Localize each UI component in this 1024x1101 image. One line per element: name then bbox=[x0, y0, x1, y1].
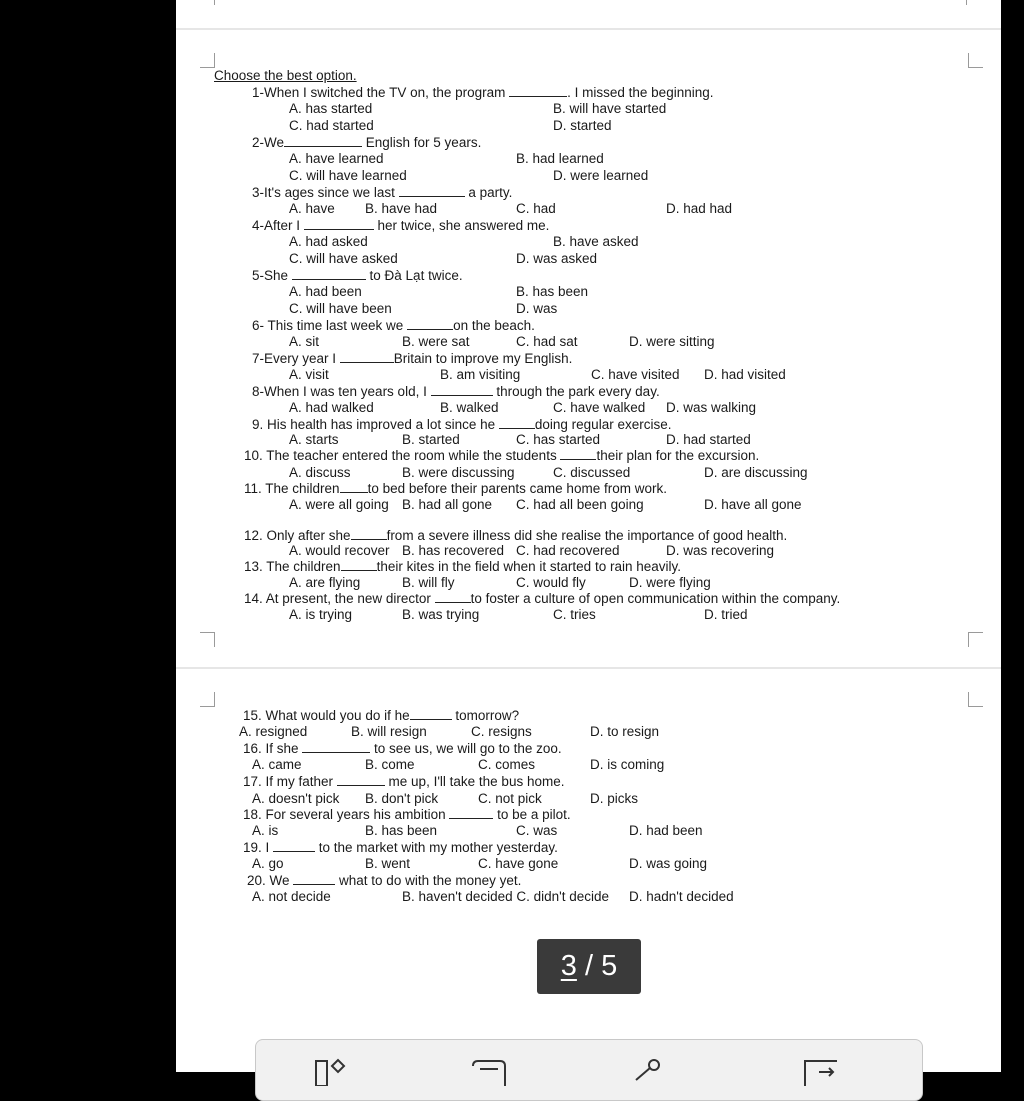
option-4d: D. was asked bbox=[516, 251, 598, 266]
page-corner-mark bbox=[966, 0, 981, 5]
option-14d: D. tried bbox=[704, 607, 748, 622]
option-11b: B. had all gone bbox=[402, 497, 493, 512]
question-14: 14. At present, the new director to foster a culture of open communication within the company. bbox=[244, 591, 841, 606]
option-13c: C. would fly bbox=[516, 575, 586, 590]
option-10a: A. discuss bbox=[289, 465, 351, 480]
exit-icon[interactable] bbox=[801, 1056, 841, 1086]
option-3b: B. have had bbox=[365, 201, 438, 216]
option-8c: C. have walked bbox=[553, 400, 646, 415]
option-14c: C. tries bbox=[553, 607, 596, 622]
question-9: 9. His health has improved a lot since he doing regular exercise. bbox=[252, 417, 672, 432]
option-5c: C. will have been bbox=[289, 301, 392, 316]
question-19: 19. I to the market with my mother yesterday. bbox=[243, 840, 558, 855]
exercise-heading: Choose the best option. bbox=[214, 68, 357, 83]
page-corner-mark bbox=[968, 692, 983, 707]
option-19c: C. have gone bbox=[478, 856, 559, 871]
option-15c: C. resigns bbox=[471, 724, 532, 739]
option-15d: D. to resign bbox=[590, 724, 660, 739]
option-17d: D. picks bbox=[590, 791, 639, 806]
option-11a: A. were all going bbox=[289, 497, 389, 512]
question-10: 10. The teacher entered the room while the students their plan for the excursion. bbox=[244, 448, 760, 463]
page-corner-mark bbox=[200, 692, 215, 707]
option-5a: A. had been bbox=[289, 284, 362, 299]
option-5b: B. has been bbox=[516, 284, 589, 299]
option-1c: C. had started bbox=[289, 118, 374, 133]
question-1: 1-When I switched the TV on, the program . I missed the beginning. bbox=[252, 85, 714, 100]
option-10c: C. discussed bbox=[553, 465, 631, 480]
option-3c: C. had bbox=[516, 201, 556, 216]
option-20bc: B. haven't decided C. didn't decide bbox=[402, 889, 610, 904]
question-16: 16. If she to see us, we will go to the zoo. bbox=[243, 741, 562, 756]
question-7: 7-Every year I Britain to improve my English. bbox=[252, 351, 573, 366]
option-7a: A. visit bbox=[289, 367, 329, 382]
option-2d: D. were learned bbox=[553, 168, 649, 183]
current-page-number: 3 bbox=[560, 950, 577, 982]
option-12b: B. has recovered bbox=[402, 543, 505, 558]
option-11c: C. had all been going bbox=[516, 497, 644, 512]
option-7c: C. have visited bbox=[591, 367, 680, 382]
option-18c: C. was bbox=[516, 823, 558, 838]
option-16a: A. came bbox=[252, 757, 302, 772]
option-4c: C. will have asked bbox=[289, 251, 398, 266]
option-17b: B. don't pick bbox=[365, 791, 439, 806]
option-2a: A. have learned bbox=[289, 151, 384, 166]
option-9d: D. had started bbox=[666, 432, 751, 447]
option-20d: D. hadn't decided bbox=[629, 889, 734, 904]
question-8: 8-When I was ten years old, I through the park every day. bbox=[252, 384, 660, 399]
option-4a: A. had asked bbox=[289, 234, 368, 249]
option-2c: C. will have learned bbox=[289, 168, 407, 183]
question-20: 20. We what to do with the money yet. bbox=[247, 873, 522, 888]
option-5d: D. was bbox=[516, 301, 558, 316]
document-viewer[interactable] bbox=[176, 0, 1001, 1072]
question-4: 4-After I her twice, she answered me. bbox=[252, 218, 550, 233]
option-19d: D. was going bbox=[629, 856, 708, 871]
document-page-3b bbox=[176, 669, 1001, 1072]
option-15a: A. resigned bbox=[239, 724, 308, 739]
option-17c: C. not pick bbox=[478, 791, 542, 806]
question-2: 2-We English for 5 years. bbox=[252, 135, 482, 150]
option-16c: C. comes bbox=[478, 757, 536, 772]
question-3: 3-It's ages since we last a party. bbox=[252, 185, 513, 200]
page-corner-mark bbox=[968, 53, 983, 68]
option-6c: C. had sat bbox=[516, 334, 578, 349]
question-18: 18. For several years his ambition to be a pilot. bbox=[243, 807, 571, 822]
option-19b: B. went bbox=[365, 856, 411, 871]
question-11: 11. The children to bed before their parents came home from work. bbox=[244, 481, 667, 496]
notes-icon[interactable] bbox=[469, 1056, 509, 1086]
option-14b: B. was trying bbox=[402, 607, 480, 622]
option-13a: A. are flying bbox=[289, 575, 361, 590]
question-15: 15. What would you do if he tomorrow? bbox=[243, 708, 520, 723]
option-1b: B. will have started bbox=[553, 101, 667, 116]
page-corner-mark bbox=[968, 632, 983, 647]
option-3d: D. had had bbox=[666, 201, 733, 216]
option-9a: A. starts bbox=[289, 432, 339, 447]
option-6a: A. sit bbox=[289, 334, 320, 349]
option-9c: C. has started bbox=[516, 432, 601, 447]
option-13d: D. were flying bbox=[629, 575, 711, 590]
option-17a: A. doesn't pick bbox=[252, 791, 340, 806]
option-3a: A. have bbox=[289, 201, 335, 216]
option-13b: B. will fly bbox=[402, 575, 455, 590]
page-indicator[interactable] bbox=[537, 939, 641, 994]
previous-page bbox=[176, 0, 1001, 28]
page-corner-mark bbox=[200, 632, 215, 647]
question-13: 13. The children their kites in the field when it started to rain heavily. bbox=[244, 559, 681, 574]
option-6d: D. were sitting bbox=[629, 334, 715, 349]
option-4b: B. have asked bbox=[553, 234, 639, 249]
page-corner-mark bbox=[200, 0, 215, 5]
option-18b: B. has been bbox=[365, 823, 438, 838]
option-19a: A. go bbox=[252, 856, 284, 871]
option-20a: A. not decide bbox=[252, 889, 331, 904]
document-page-3a bbox=[176, 30, 1001, 667]
share-icon[interactable] bbox=[626, 1056, 666, 1086]
option-8d: D. was walking bbox=[666, 400, 757, 415]
option-7d: D. had visited bbox=[704, 367, 786, 382]
option-18d: D. had been bbox=[629, 823, 703, 838]
question-17: 17. If my father me up, I'll take the bus home. bbox=[243, 774, 565, 789]
option-12d: D. was recovering bbox=[666, 543, 775, 558]
option-8a: A. had walked bbox=[289, 400, 374, 415]
option-9b: B. started bbox=[402, 432, 460, 447]
option-16d: D. is coming bbox=[590, 757, 665, 772]
option-18a: A. is bbox=[252, 823, 279, 838]
option-2b: B. had learned bbox=[516, 151, 604, 166]
option-14a: A. is trying bbox=[289, 607, 353, 622]
option-1d: D. started bbox=[553, 118, 612, 133]
question-12: 12. Only after she from a severe illness did she realise the importance of good health. bbox=[244, 528, 788, 543]
option-7b: B. am visiting bbox=[440, 367, 521, 382]
page-separator: / bbox=[584, 950, 594, 982]
page-corner-mark bbox=[200, 53, 215, 68]
total-page-count: 5 bbox=[601, 950, 618, 982]
option-11d: D. have all gone bbox=[704, 497, 802, 512]
option-1a: A. has started bbox=[289, 101, 373, 116]
option-12c: C. had recovered bbox=[516, 543, 620, 558]
option-6b: B. were sat bbox=[402, 334, 470, 349]
bookmark-icon[interactable] bbox=[312, 1056, 352, 1086]
bottom-toolbar bbox=[255, 1039, 923, 1101]
option-8b: B. walked bbox=[440, 400, 499, 415]
option-10b: B. were discussing bbox=[402, 465, 515, 480]
question-5: 5-She to Đà Lạt twice. bbox=[252, 268, 463, 283]
question-6: 6- This time last week we on the beach. bbox=[252, 318, 535, 333]
option-12a: A. would recover bbox=[289, 543, 390, 558]
option-10d: D. are discussing bbox=[704, 465, 808, 480]
option-15b: B. will resign bbox=[351, 724, 427, 739]
option-16b: B. come bbox=[365, 757, 415, 772]
